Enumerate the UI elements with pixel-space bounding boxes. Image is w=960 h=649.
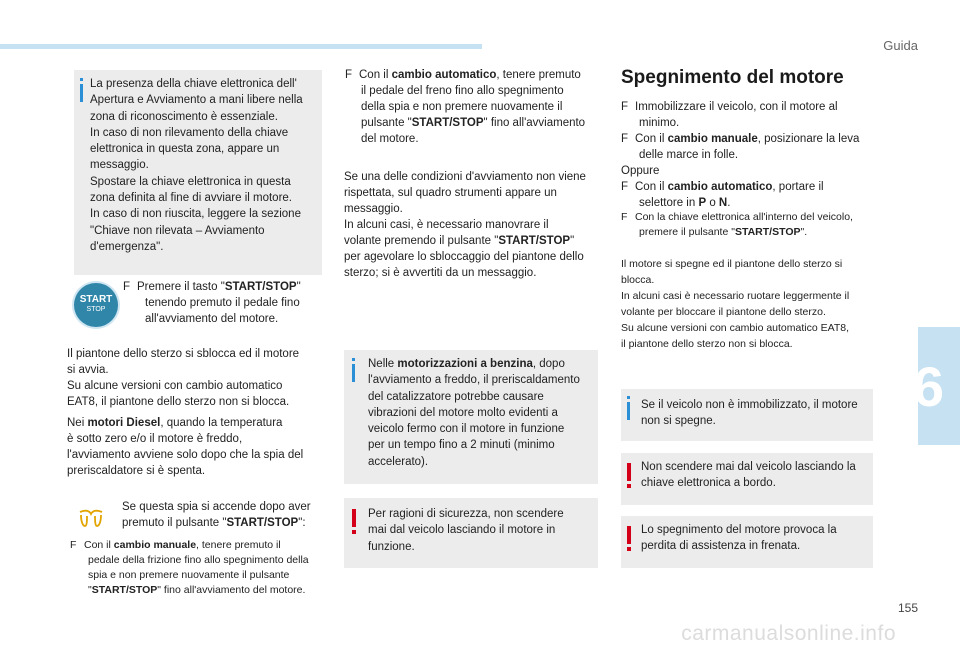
info-icon — [80, 84, 83, 102]
engine-stop-paragraph: Il motore si spegne ed il piantone dello sterzo si blocca. In alcuni casi è necessario ruotare leggermente il volante per bloccare il piantone dello sterzo. Su alcune versioni con cambio automatico EAT8, il piantone dello sterzo non si blocca. — [621, 258, 850, 350]
stop-step-2: F Con il cambio manuale, posizionare la leva delle marce in folle. — [621, 133, 860, 161]
bullet-icon: F — [621, 101, 629, 113]
chapter-number: 6 — [912, 355, 944, 418]
steering-unlock-paragraph: Il piantone dello sterzo si sblocca ed il motore si avvia. Su alcune versioni con cambio automatico EAT8, il piantone dello sterzo non si blocca. — [67, 348, 300, 408]
stop-step-1: F Immobilizzare il veicolo, con il motore al minimo. — [621, 101, 838, 129]
warning-box-key: Non scendere mai dal veicolo lasciando la chiave elettronica a bordo. — [621, 453, 873, 505]
bullet-icon: F — [345, 69, 353, 81]
oppure-label: Oppure — [621, 165, 660, 177]
section-title: Guida — [883, 38, 918, 53]
section-heading: Spegnimento del motore — [621, 67, 844, 88]
stop-step-4: F Con la chiave elettronica all'interno del veicolo, premere il pulsante "START/STOP". — [621, 211, 853, 238]
bullet-icon: F — [621, 133, 629, 145]
warning-icon — [627, 526, 631, 544]
info-icon — [352, 364, 355, 382]
warning-box-brake-assist: Lo spegnimento del motore provoca la perdita di assistenza in frenata. — [621, 516, 873, 568]
header-accent-bar — [0, 44, 482, 49]
automatic-gearbox-step: F Con il cambio automatico, tenere premuto il pedale del freno fino allo spegnimento della spia e non premere nuovamente il pulsante "START/STOP" fino all'avviamento del motore. — [345, 69, 586, 145]
watermark: carmanualsonline.info — [681, 622, 896, 645]
page-number: 155 — [897, 601, 918, 615]
info-box-not-immobilized: Se il veicolo non è immobilizzato, il motore non si spegne. — [621, 389, 873, 441]
bullet-icon: F — [70, 539, 77, 551]
start-conditions-paragraph: Se una delle condizioni d'avviamento non viene rispettata, sul quadro strumenti appare un messaggio. In alcuni casi, è necessario manovrare il volante premendo il pulsante "START/STOP" per agevolare lo sbloccaggio del piantone dello sterzo; si è avvertiti da un messaggio. — [344, 171, 586, 279]
bullet-icon: F — [621, 181, 629, 193]
warning-box-safety: Per ragioni di sicurezza, non scendere mai dal veicolo lasciando il motore in funzione. — [344, 498, 598, 568]
info-icon — [627, 402, 630, 420]
bullet-icon: F — [621, 211, 628, 223]
start-stop-button-icon: START STOP — [74, 283, 118, 327]
glow-plug-note: Se questa spia si accende dopo aver premuto il pulsante "START/STOP": — [122, 501, 311, 529]
stop-step-3: F Con il cambio automatico, portare il selettore in P o N. — [621, 181, 824, 209]
bullet-icon: F — [123, 281, 131, 293]
info-box-petrol: Nelle motorizzazioni a benzina, dopo l'avviamento a freddo, il preriscaldamento del catalizzatore potrebbe causare vibrazioni del motore molto evidenti a veicolo fermo con il motore in funzione per un tempo fino a 2 minuti (minimo accelerato). — [344, 350, 598, 484]
info-box-keyless: La presenza della chiave elettronica dell' Apertura e Avviamento a mani libere nella zona di riconoscimento è essenziale. In caso di non rilevamento della chiave elettronica in questa zona, appare un messaggio. Spostare la chiave elettronica in questa zona definita al fine di avviare il motore. In caso di non riuscita, leggere la sezione "Chiave non rilevata – Avviamento d'emergenza". — [74, 70, 322, 275]
warning-icon — [627, 463, 631, 481]
manual-gearbox-step: F Con il cambio manuale, tenere premuto il pedale della frizione fino allo spegnimento della spia e non premere nuovamente il pulsante "START/STOP" fino all'avviamento del motore. — [70, 539, 309, 596]
glow-plug-warning-icon — [77, 508, 105, 528]
warning-icon — [352, 509, 356, 527]
press-start-step: F Premere il tasto "START/STOP" tenendo premuto il pedale fino all'avviamento del motore. — [123, 281, 301, 325]
diesel-paragraph: Nei motori Diesel, quando la temperatura è sotto zero e/o il motore è freddo, l'avviamento avviene solo dopo che la spia del preriscaldatore si è spenta. — [67, 417, 304, 477]
